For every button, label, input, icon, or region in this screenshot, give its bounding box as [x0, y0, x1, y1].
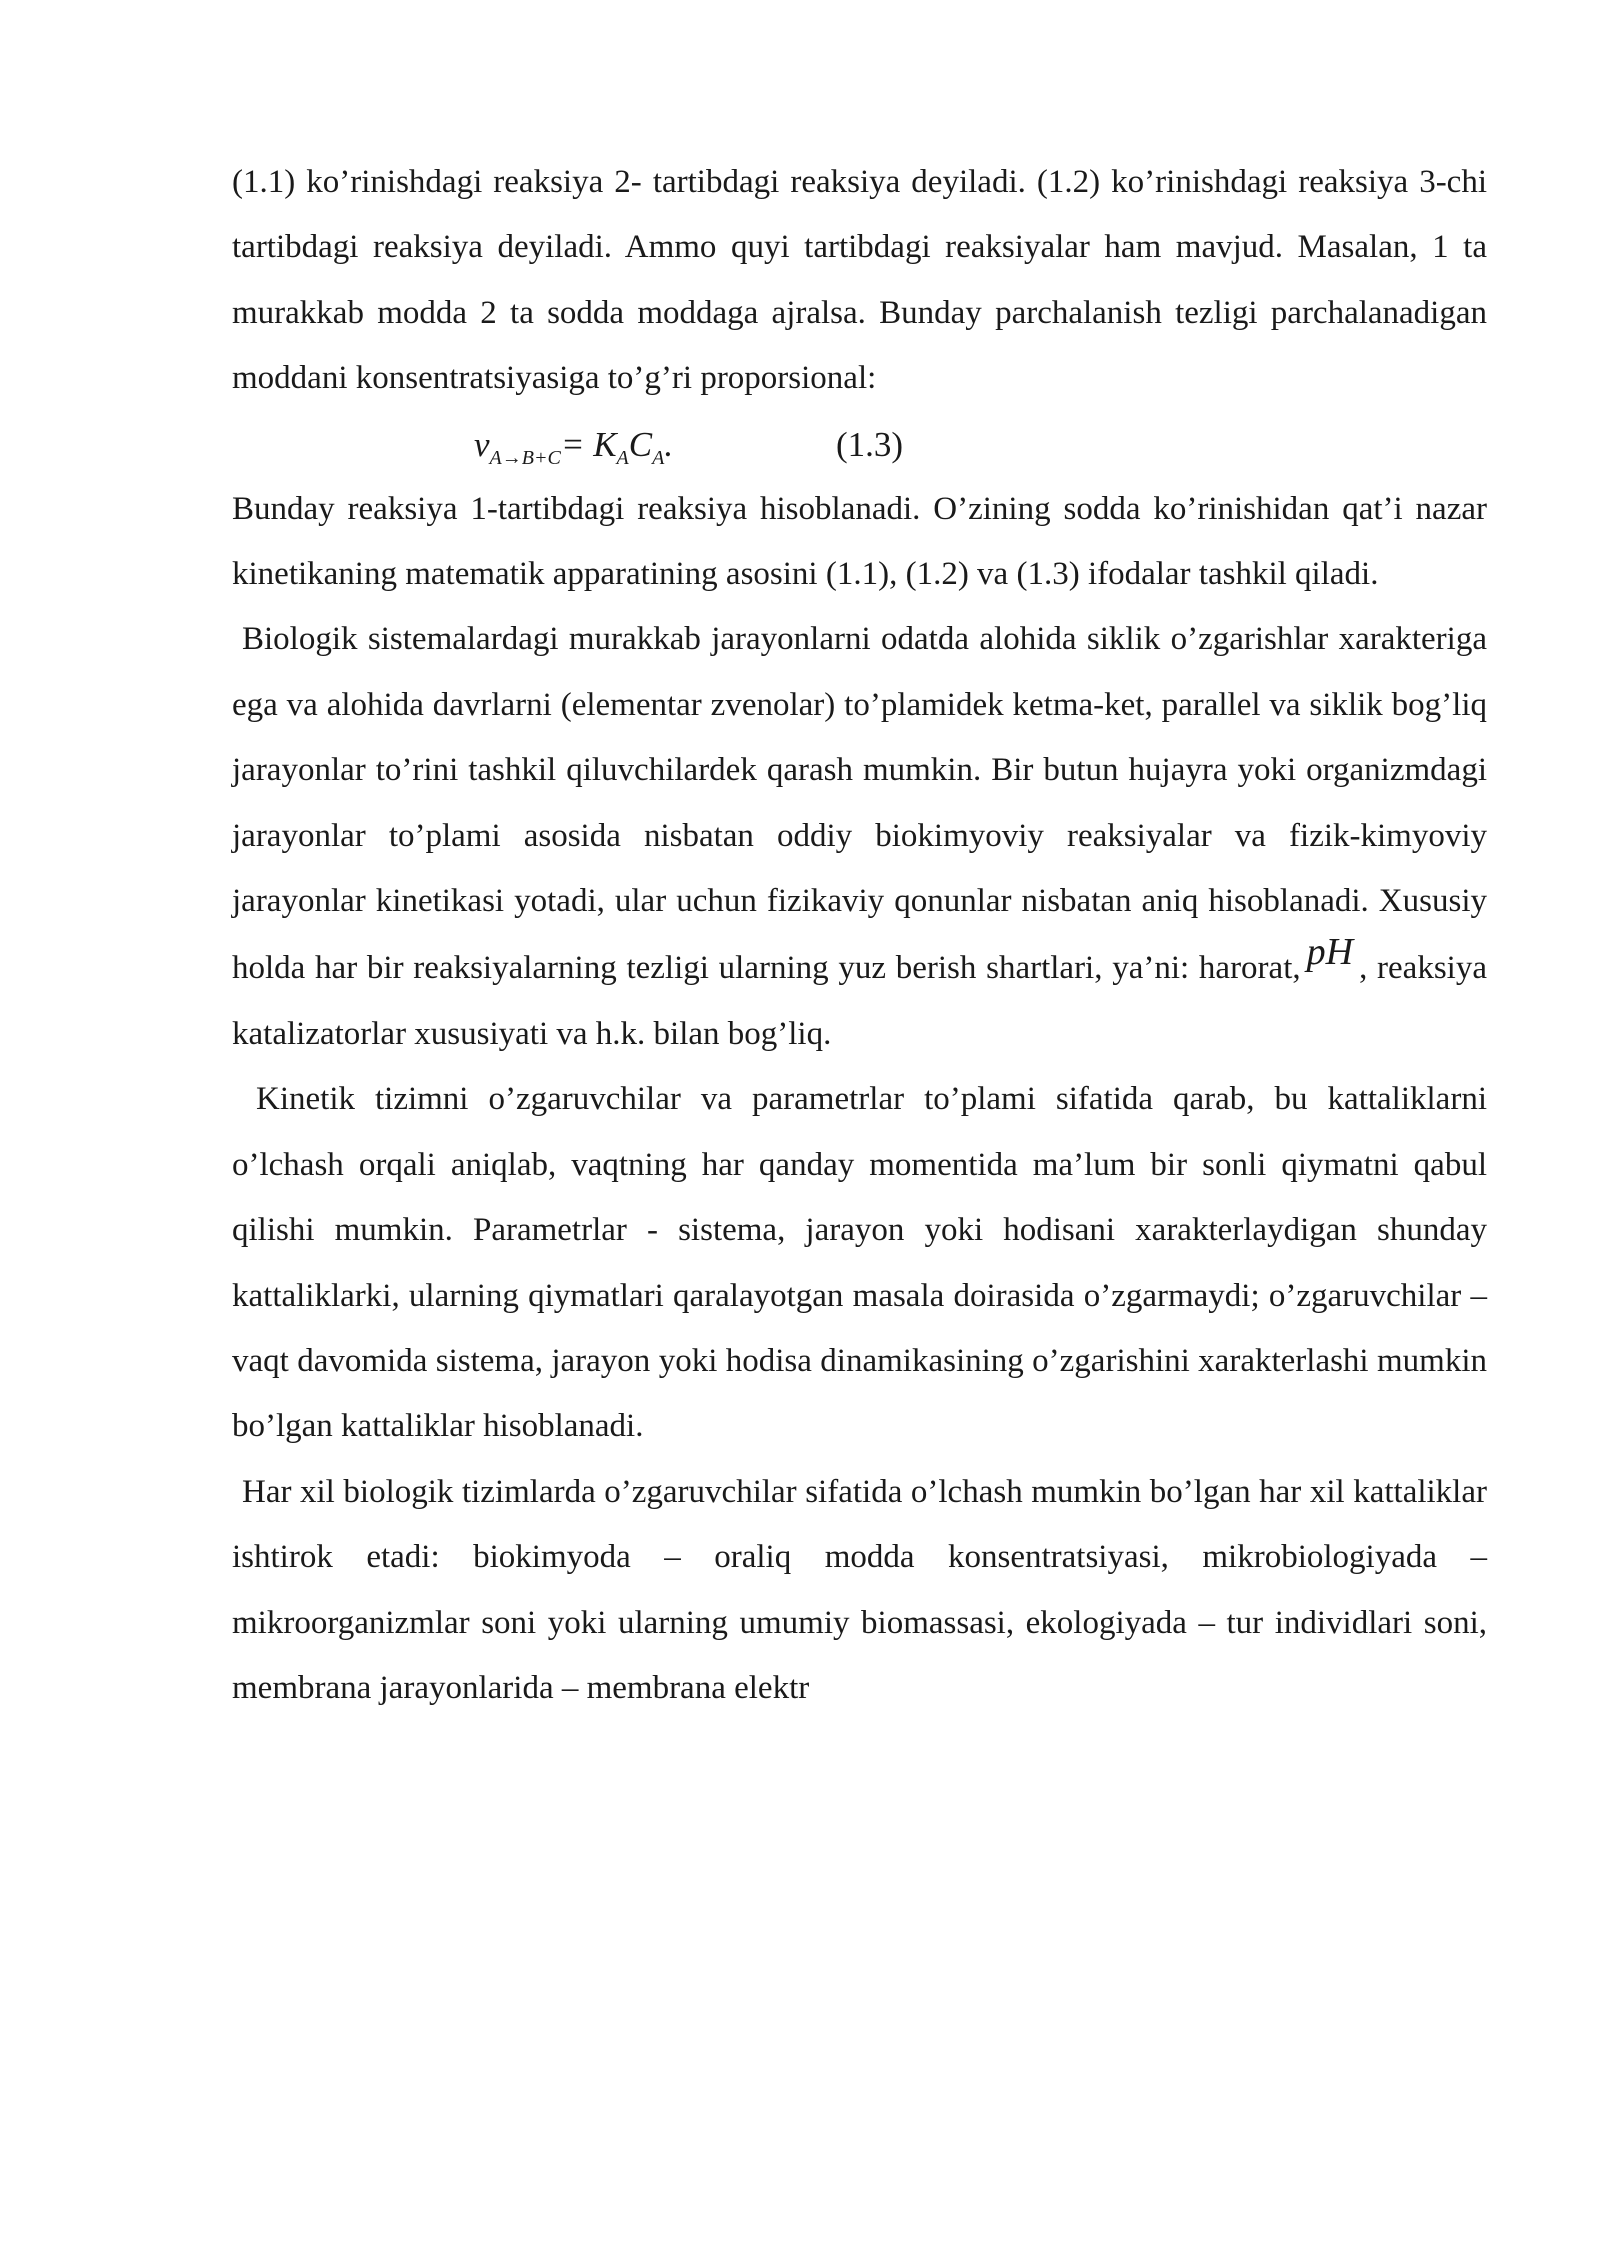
formula-1-3 — [232, 412, 1487, 477]
paragraph-5: Har xil biologik tizimlarda o’zgaruvchilar sifatida o’lchash mumkin bo’lgan har xil kattaliklar ishtirok etadi: biokimyoda – oraliq modda konsentratsiyasi, mikrobiologiyada – mikroorganizmlar soni yoki ularning umumiy biomassasi, ekologiyada – tur individlari soni, membrana jarayonlarida – membrana elektr — [232, 1473, 1487, 1706]
equation-number: (1.3) — [836, 424, 904, 464]
rate-equation: $v_{A\to B+C}= K_AC_A$. (1.3) — [474, 412, 673, 491]
paragraph-3: Biologik sistemalardagi murakkab jarayonlarni odatda alohida siklik o’zgarishlar xarakteriga ega va alohida davrlarni (elementar zvenolar) to’plamidek ketma-ket, parallel va siklik bog’liq jarayonlar to’rini tashkil qiluvchilardek qarash mumkin. Bir butun hujayra yoki organizmdagi jarayonlar to’plami asosida nisbatan oddiy biokimyoviy reaksiyalar va fizik-kimyoviy jarayonlar kinetikasi yotadi, ular uchun fizikaviy qonunlar nisbatan aniq hisoblanadi. Xususiy holda har bir reaksiyalarning tezligi ularning yuz berish shartlari, ya’ni: harorat, pH , reaksiya katalizatorlar xususiyati va h.k. bilan bog’liq. — [232, 621, 1487, 1052]
ph-symbol: pH — [1306, 931, 1354, 974]
paragraph-2: Bunday reaksiya 1-tartibdagi reaksiya hisoblanadi. O’zining sodda ko’rinishidan qat’i nazar kinetikaning matematik apparatining asosini (1.1), (1.2) va (1.3) ifodalar tashkil qiladi. — [232, 490, 1487, 593]
body-text — [232, 150, 1487, 1721]
paragraph-1: (1.1) ko’rinishdagi reaksiya 2- tartibdagi reaksiya deyiladi. (1.2) ko’rinishdagi reaksiya 3-chi tartibdagi reaksiya deyiladi. Ammo quyi tartibdagi reaksiyalar ham mavjud. Masalan, 1 ta murakkab modda 2 ta sodda moddaga ajralsa. Bunday parchalanish tezligi parchalanadigan moddani konsentratsiyasiga to’g’ri proporsional: — [232, 164, 1487, 397]
paragraph-4: Kinetik tizimni o’zgaruvchilar va parametrlar to’plami sifatida qarab, bu kattaliklarni o’lchash orqali aniqlab, vaqtning har qanday momentida ma’lum bir sonli qiymatni qabul qilishi mumkin. Parametrlar - sistema, jarayon yoki hodisani xarakterlaydigan shunday kattaliklarki, ularning qiymatlari qaralayotgan masala doirasida o’zgarmaydi; o’zgaruvchilar – vaqt davomida sistema, jarayon yoki hodisa dinamikasining o’zgarishini xarakterlashi mumkin bo’lgan kattaliklar hisoblanadi. — [232, 1081, 1487, 1445]
